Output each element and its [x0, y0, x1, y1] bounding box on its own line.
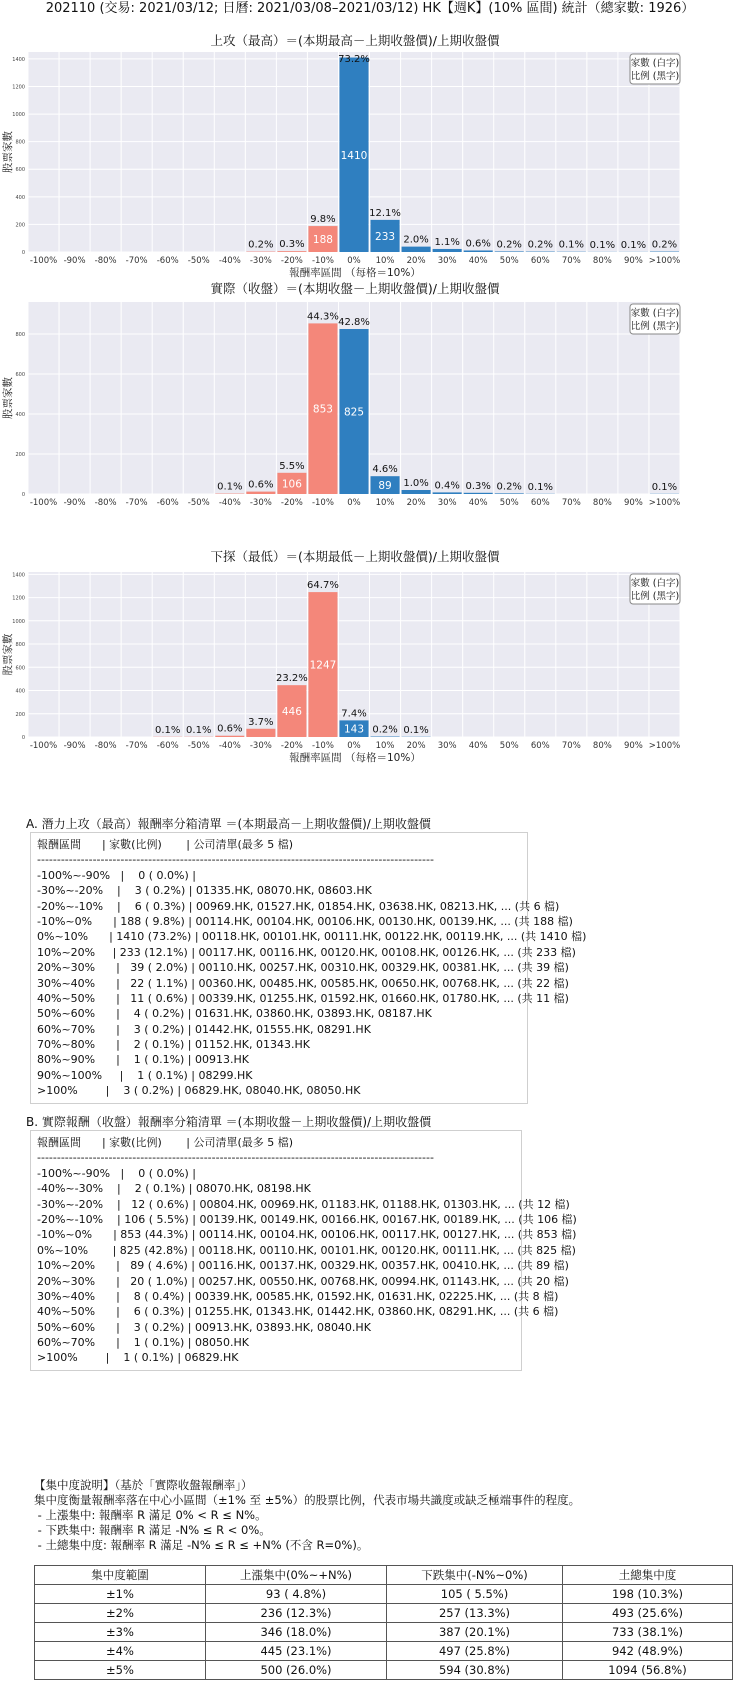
table-cell: 198 (10.3%) — [563, 1585, 733, 1604]
y-tick-label: 0 — [21, 735, 25, 741]
x-tick-label: -90% — [63, 741, 86, 751]
x-tick-label: 70% — [561, 741, 581, 751]
section-b-title: B. 實際報酬（收盤）報酬率分箱清單 ＝(本期收盤－上期收盤價)/上期收盤價 — [26, 1115, 432, 1129]
list-item: -30%~-20% | 3 ( 0.2%) | 01335.HK, 08070.HK, 08603.HK — [37, 884, 372, 898]
concentration-note: - 下跌集中: 報酬率 R 滿足 -N% ≤ R < 0%。 — [34, 1523, 271, 1537]
y-tick-label: 1400 — [12, 56, 25, 63]
y-tick-label: 600 — [15, 372, 25, 378]
list-item: 20%~30% | 39 ( 2.0%) | 00110.HK, 00257.HK, 00310.HK, 00329.HK, 00381.HK, ... (共 39 檔) — [37, 961, 569, 975]
y-tick-label: 0 — [21, 492, 25, 498]
bar-pct-label: 0.1% — [403, 724, 429, 736]
bar — [215, 736, 244, 737]
x-tick-label: -60% — [156, 256, 179, 266]
x-tick-label: -10% — [311, 498, 334, 508]
bar-pct-label: 2.0% — [403, 234, 429, 246]
legend-item: 家數 (白字) — [630, 578, 680, 589]
page-title: 202110 (交易: 2021/03/12; 日曆: 2021/03/08–2021/03/12) HK【週K】(10% 區間) 統計（總家數: 1926） — [45, 1, 695, 16]
list-item: 60%~70% | 3 ( 0.2%) | 01442.HK, 01555.HK, 08291.HK — [37, 1022, 371, 1036]
x-tick-label: -70% — [125, 256, 148, 266]
bar-pct-label: 0.2% — [496, 481, 522, 493]
x-tick-label: 0% — [347, 256, 361, 266]
x-tick-label: >100% — [648, 256, 681, 266]
table-cell: ±5% — [35, 1661, 206, 1680]
x-tick-label: 80% — [592, 498, 612, 508]
concentration-note: - 土總集中度: 報酬率 R 滿足 -N% ≤ R ≤ +N% (不含 R=0%)。 — [34, 1538, 369, 1552]
chart-title: 下探（最低）＝(本期最低－上期收盤價)/上期收盤價 — [210, 549, 500, 564]
x-tick-label: -90% — [63, 498, 86, 508]
chart-title: 上攻（最高）＝(本期最高－上期收盤價)/上期收盤價 — [210, 33, 500, 48]
table-cell: 1094 (56.8%) — [563, 1661, 733, 1680]
chart-low — [0, 550, 740, 800]
x-tick-label: -10% — [311, 741, 334, 751]
list-item: 30%~40% | 22 ( 1.1%) | 00360.HK, 00485.HK, 00585.HK, 00650.HK, 00768.HK, ... (共 22 檔) — [37, 976, 569, 990]
bar-pct-label: 5.5% — [279, 460, 305, 472]
chart-title: 實際（收盤）＝(本期收盤－上期收盤價)/上期收盤價 — [210, 281, 500, 296]
bar-value-label: 446 — [281, 706, 302, 719]
x-tick-label: -60% — [156, 741, 179, 751]
list-item: 10%~20% | 233 (12.1%) | 00117.HK, 00116.HK, 00120.HK, 00108.HK, 00126.HK, ... (共 233 檔) — [37, 945, 576, 959]
x-tick-label: 50% — [499, 256, 519, 266]
table-cell: 93 ( 4.8%) — [206, 1585, 387, 1604]
y-tick-label: 200 — [15, 222, 25, 229]
list-item: 20%~30% | 20 ( 1.0%) | 00257.HK, 00550.HK, 00768.HK, 00994.HK, 01143.HK, ... (共 20 檔) — [37, 1274, 569, 1288]
y-tick-label: 400 — [15, 412, 25, 418]
table-cell: 942 (48.9%) — [563, 1642, 733, 1661]
x-tick-label: -60% — [156, 498, 179, 508]
table-row — [35, 1585, 733, 1604]
list-item: 90%~100% | 1 ( 0.1%) | 08299.HK — [37, 1068, 253, 1082]
concentration-note: 集中度衡量報酬率落在中心小區間（±1% 至 ±5%）的股票比例，代表市場共識度或缺乏極端事件的程度。 — [34, 1493, 581, 1507]
list-item: -100%~-90% | 0 ( 0.0%) | — [37, 868, 196, 882]
x-tick-label: 20% — [406, 256, 426, 266]
y-tick-label: 200 — [15, 711, 25, 718]
bar-pct-label: 0.2% — [496, 239, 522, 251]
table-cell: 445 (23.1%) — [206, 1642, 387, 1661]
table-cell: ±2% — [35, 1604, 206, 1623]
y-axis-label: 股票家數 — [2, 633, 14, 676]
bar-pct-label: 0.4% — [434, 480, 460, 492]
x-tick-label: -40% — [218, 256, 241, 266]
list-item: -40%~-30% | 2 ( 0.1%) | 08070.HK, 08198.HK — [37, 1182, 311, 1196]
legend-item: 家數 (白字) — [630, 58, 680, 69]
bar-pct-label: 1.0% — [403, 478, 429, 489]
x-tick-label: 50% — [499, 741, 519, 751]
section-a-title: A. 潛力上攻（最高）報酬率分箱清單 ＝(本期最高－上期收盤價)/上期收盤價 — [26, 817, 431, 831]
x-tick-label: 60% — [530, 256, 550, 266]
x-tick-label: 10% — [375, 741, 395, 751]
x-tick-label: 90% — [623, 741, 643, 751]
table-cell: ±1% — [35, 1585, 206, 1604]
y-tick-label: 1000 — [12, 618, 25, 625]
list-item: 60%~70% | 1 ( 0.1%) | 08050.HK — [37, 1336, 249, 1350]
x-tick-label: 60% — [530, 741, 550, 751]
list-item: 50%~60% | 3 ( 0.2%) | 00913.HK, 03893.HK, 08040.HK — [37, 1320, 371, 1334]
list-item: 70%~80% | 2 ( 0.1%) | 01152.HK, 01343.HK — [37, 1038, 310, 1052]
x-tick-label: 0% — [347, 498, 361, 508]
x-tick-label: -10% — [311, 256, 334, 266]
y-tick-label: 600 — [15, 167, 25, 174]
bar-pct-label: 0.2% — [372, 724, 398, 736]
bar-value-label: 143 — [343, 723, 365, 736]
bar-pct-label: 12.1% — [369, 207, 401, 219]
list-item: -30%~-20% | 12 ( 0.6%) | 00804.HK, 00969.HK, 01183.HK, 01188.HK, 01303.HK, ... (共 12 檔) — [37, 1197, 570, 1211]
table-row — [35, 1623, 733, 1642]
y-tick-label: 400 — [15, 194, 25, 201]
x-tick-label: 90% — [623, 256, 643, 266]
y-axis-label: 股票家數 — [2, 131, 14, 173]
x-tick-label: 20% — [406, 741, 426, 751]
x-tick-label: 30% — [437, 256, 457, 266]
y-tick-label: 800 — [15, 139, 25, 146]
table-cell: 387 (20.1%) — [387, 1623, 563, 1642]
bar — [464, 250, 493, 252]
legend-item: 家數 (白字) — [630, 308, 680, 319]
x-tick-label: -40% — [218, 741, 241, 751]
x-tick-label: -80% — [94, 498, 117, 508]
bar-pct-label: 7.4% — [341, 708, 367, 720]
x-tick-label: 20% — [406, 498, 426, 508]
x-tick-label: 50% — [499, 498, 519, 508]
concentration-note: - 上漲集中: 報酬率 R 滿足 0% < R ≤ N%。 — [34, 1508, 267, 1522]
x-tick-label: 10% — [375, 498, 395, 508]
bar-pct-label: 4.6% — [372, 464, 398, 476]
bar — [464, 493, 493, 494]
bar — [433, 249, 462, 252]
y-tick-label: 0 — [21, 250, 25, 256]
x-tick-label: -50% — [187, 256, 210, 266]
bar-value-label: 853 — [312, 403, 333, 416]
bar-pct-label: 0.1% — [527, 481, 553, 493]
bar-pct-label: 0.3% — [279, 239, 305, 251]
list-item: -10%~0% | 853 (44.3%) | 00114.HK, 00104.HK, 00106.HK, 00117.HK, 00127.HK, ... (共 853 檔) — [37, 1228, 577, 1242]
chart-close — [0, 281, 740, 530]
x-tick-label: 40% — [468, 498, 488, 508]
y-tick-label: 1000 — [12, 112, 25, 119]
bar-value-label: 233 — [375, 230, 396, 243]
concentration-heading: 【集中度說明】（基於「實際收盤報酬率」） — [34, 1478, 253, 1492]
x-tick-label: -30% — [249, 741, 272, 751]
bar-pct-label: 0.6% — [465, 238, 491, 250]
bar — [402, 490, 431, 494]
list-item: 30%~40% | 8 ( 0.4%) | 00339.HK, 00585.HK, 01592.HK, 01631.HK, 02225.HK, ... (共 8 檔) — [37, 1289, 559, 1303]
table-row — [35, 1604, 733, 1623]
x-tick-label: 80% — [592, 741, 612, 751]
x-tick-label: -30% — [249, 256, 272, 266]
x-tick-label: 0% — [347, 741, 361, 751]
bar-pct-label: 0.1% — [620, 239, 647, 251]
x-tick-label: >100% — [648, 498, 681, 508]
bar — [246, 492, 275, 494]
table-row — [35, 1661, 733, 1680]
bar — [433, 492, 462, 494]
list-item: -10%~0% | 188 ( 9.8%) | 00114.HK, 00104.HK, 00106.HK, 00130.HK, 00139.HK, ... (共 188 檔) — [37, 914, 573, 928]
bar-pct-label: 0.2% — [651, 239, 678, 251]
list-item: 報酬區間 | 家數(比例) | 公司清單(最多 5 檔) — [37, 1136, 294, 1149]
table-cell: 346 (18.0%) — [206, 1623, 387, 1642]
table-cell: 257 (13.3%) — [387, 1604, 563, 1623]
list-item: 報酬區間 | 家數(比例) | 公司清單(最多 5 檔) — [37, 838, 294, 851]
x-tick-label: -100% — [29, 256, 58, 266]
bar-pct-label: 0.2% — [527, 239, 553, 251]
x-tick-label: 40% — [468, 741, 488, 751]
section-b-list — [30, 1130, 577, 1371]
list-item: -20%~-10% | 6 ( 0.3%) | 00969.HK, 01527.HK, 01854.HK, 03638.HK, 08213.HK, ... (共 6 檔) — [37, 899, 560, 913]
y-tick-label: 600 — [15, 665, 25, 672]
x-tick-label: 60% — [530, 498, 550, 508]
list-item: 0%~10% | 825 (42.8%) | 00118.HK, 00110.HK, 00101.HK, 00120.HK, 00111.HK, ... (共 825 檔) — [37, 1243, 576, 1257]
x-tick-label: 90% — [623, 498, 643, 508]
legend-item: 比例 (黑字) — [630, 321, 680, 332]
y-tick-label: 1200 — [12, 595, 25, 602]
bar — [277, 251, 306, 252]
bar-pct-label: 23.2% — [276, 673, 308, 685]
list-item: 40%~50% | 6 ( 0.3%) | 01255.HK, 01343.HK, 01442.HK, 03860.HK, 08291.HK, ... (共 6 檔) — [37, 1305, 559, 1319]
list-item: >100% | 3 ( 0.2%) | 06829.HK, 08040.HK, 08050.HK — [37, 1084, 361, 1098]
list-item: ---------------------------------------------------------------------------------------------------- — [37, 853, 434, 867]
x-tick-label: >100% — [648, 741, 681, 751]
x-tick-label: -20% — [280, 498, 303, 508]
bar-pct-label: 73.2% — [338, 54, 370, 65]
bar-pct-label: 9.8% — [310, 214, 336, 226]
bar-pct-label: 0.1% — [155, 724, 181, 736]
x-tick-label: 70% — [561, 256, 581, 266]
table-cell: 500 (26.0%) — [206, 1661, 387, 1680]
table-header: 集中度範圍 — [35, 1566, 206, 1585]
table-cell: 497 (25.8%) — [387, 1642, 563, 1661]
list-item: 10%~20% | 89 ( 4.6%) | 00116.HK, 00137.HK, 00329.HK, 00357.HK, 00410.HK, ... (共 89 檔) — [37, 1259, 569, 1273]
x-tick-label: -80% — [94, 741, 117, 751]
x-tick-label: -50% — [187, 741, 210, 751]
table-header: 土總集中度 — [563, 1566, 733, 1585]
x-tick-label: -70% — [125, 498, 148, 508]
y-axis-label: 股票家數 — [2, 377, 14, 419]
list-item: ---------------------------------------------------------------------------------------------------- — [37, 1151, 434, 1165]
legend-item: 比例 (黑字) — [630, 591, 680, 602]
y-tick-label: 200 — [15, 452, 25, 458]
bar-value-label: 825 — [343, 406, 365, 419]
table-header: 下跌集中(-N%~0%) — [387, 1566, 563, 1585]
x-tick-label: -70% — [125, 741, 148, 751]
concentration-table — [34, 1565, 733, 1680]
x-tick-label: 70% — [561, 498, 581, 508]
x-tick-label: -90% — [63, 256, 86, 266]
bar-value-label: 106 — [281, 478, 302, 491]
list-item: -100%~-90% | 0 ( 0.0%) | — [37, 1166, 196, 1180]
y-tick-label: 800 — [15, 332, 25, 338]
y-tick-label: 1400 — [12, 572, 25, 579]
bar-pct-label: 0.6% — [217, 723, 243, 735]
table-cell: ±3% — [35, 1623, 206, 1642]
list-item: 40%~50% | 11 ( 0.6%) | 00339.HK, 01255.HK, 01592.HK, 01660.HK, 01780.HK, ... (共 11 檔) — [37, 991, 569, 1005]
x-tick-label: 40% — [468, 256, 488, 266]
bar-pct-label: 64.7% — [307, 580, 339, 592]
table-cell: 493 (25.6%) — [563, 1604, 733, 1623]
table-cell: 105 ( 5.5%) — [387, 1585, 563, 1604]
chart-high — [0, 30, 740, 279]
bar-pct-label: 42.8% — [338, 317, 370, 328]
bar-pct-label: 0.2% — [248, 239, 274, 251]
section-a-list — [30, 832, 587, 1104]
bar-pct-label: 1.1% — [434, 236, 460, 248]
x-axis-label: 報酬率區間 （每格＝10%） — [289, 752, 421, 764]
bar-pct-label: 0.1% — [186, 724, 212, 736]
bar-pct-label: 0.1% — [217, 481, 243, 493]
bar — [402, 247, 431, 252]
bar-value-label: 1410 — [340, 149, 368, 162]
x-tick-label: -50% — [187, 498, 210, 508]
x-tick-label: -20% — [280, 741, 303, 751]
y-tick-label: 1200 — [12, 84, 25, 91]
list-item: -20%~-10% | 106 ( 5.5%) | 00139.HK, 00149.HK, 00166.HK, 00167.HK, 00189.HK, ... (共 106 檔) — [37, 1212, 577, 1226]
table-row — [35, 1642, 733, 1661]
bar-value-label: 89 — [378, 480, 392, 493]
table-cell: 733 (38.1%) — [563, 1623, 733, 1642]
bar — [495, 493, 524, 494]
x-axis-label: 報酬率區間 （每格＝10%） — [289, 267, 421, 279]
list-item: 50%~60% | 4 ( 0.2%) | 01631.HK, 03860.HK, 03893.HK, 08187.HK — [37, 1007, 432, 1021]
x-tick-label: -80% — [94, 256, 117, 266]
x-tick-label: -100% — [29, 741, 58, 751]
table-header: 上漲集中(0%~+N%) — [206, 1566, 387, 1585]
x-tick-label: -30% — [249, 498, 272, 508]
y-tick-label: 800 — [15, 642, 25, 649]
y-tick-label: 400 — [15, 688, 25, 695]
bar-pct-label: 0.1% — [589, 239, 616, 251]
bar-pct-label: 0.1% — [558, 239, 585, 251]
bar-pct-label: 0.3% — [465, 480, 491, 492]
bar-value-label: 1247 — [309, 659, 337, 672]
list-item: 80%~90% | 1 ( 0.1%) | 00913.HK — [37, 1053, 249, 1067]
x-tick-label: 30% — [437, 498, 457, 508]
x-tick-label: -20% — [280, 256, 303, 266]
legend-item: 比例 (黑字) — [630, 71, 680, 82]
table-cell: ±4% — [35, 1642, 206, 1661]
list-item: 0%~10% | 1410 (73.2%) | 00118.HK, 00101.HK, 00111.HK, 00122.HK, 00119.HK, ... (共 1410 檔) — [37, 930, 587, 944]
table-cell: 236 (12.3%) — [206, 1604, 387, 1623]
x-tick-label: -40% — [218, 498, 241, 508]
list-item: >100% | 1 ( 0.1%) | 06829.HK — [37, 1351, 239, 1365]
bar-pct-label: 0.6% — [248, 479, 274, 491]
bar — [246, 729, 275, 737]
table-cell: 594 (30.8%) — [387, 1661, 563, 1680]
bar-pct-label: 44.3% — [307, 311, 339, 323]
x-tick-label: -100% — [29, 498, 58, 508]
bar-value-label: 188 — [312, 234, 333, 247]
x-tick-label: 30% — [437, 741, 457, 751]
concentration-notes — [34, 1478, 580, 1553]
table-header-row — [35, 1566, 733, 1585]
bar — [495, 251, 524, 252]
x-tick-label: 80% — [592, 256, 612, 266]
bar-pct-label: 3.7% — [248, 716, 274, 728]
bar-pct-label: 0.1% — [651, 481, 678, 493]
x-tick-label: 10% — [375, 256, 395, 266]
